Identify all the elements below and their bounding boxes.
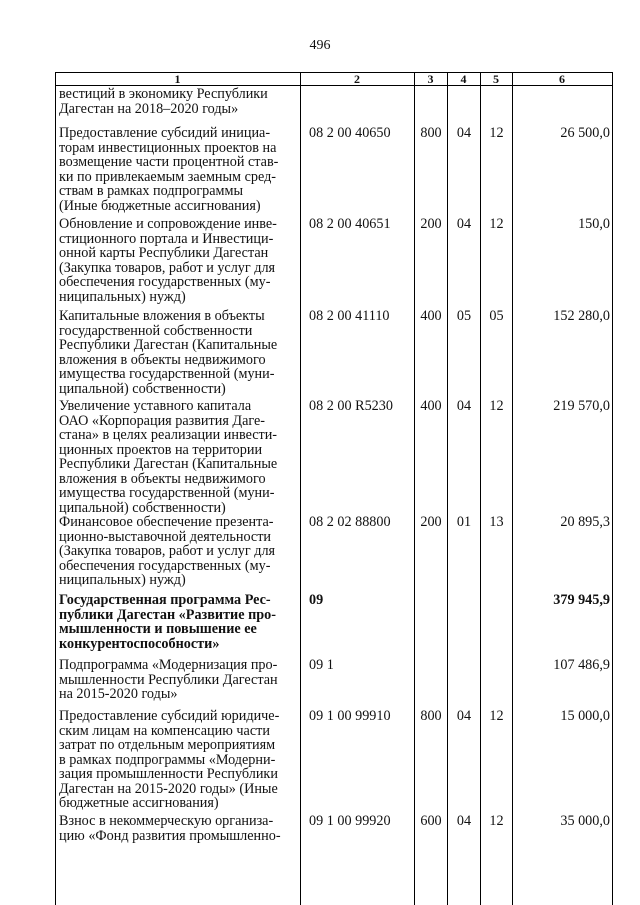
row-expense-type: 200: [420, 514, 442, 530]
description-line: Предоставление субсидий юридиче-: [59, 708, 280, 724]
row-description: [59, 399, 291, 515]
row-code: 09 1: [309, 657, 334, 673]
description-line: ниципальных) нужд): [59, 288, 186, 305]
description-line: ствам в рамках подпрограммы: [59, 183, 244, 199]
row-subsection: 12: [489, 813, 504, 829]
row-section: 01: [456, 514, 472, 530]
row-description: [59, 515, 291, 588]
description-line: Республики Дагестан (Капитальные: [59, 456, 278, 472]
description-line: Государственная программа Рес-: [59, 592, 271, 608]
row-subsection: 05: [489, 308, 504, 324]
row-expense-type: 600: [420, 813, 442, 829]
row-section: 04: [456, 216, 472, 232]
description-line: ОАО «Корпорация развития Даге-: [59, 412, 266, 429]
budget-table: [55, 72, 613, 905]
description-line: стиционного портала и Инвестици-: [59, 230, 274, 247]
row-expense-type: 800: [420, 708, 442, 724]
description-line: Дагестан на 2018–2020 годы»: [59, 100, 239, 117]
row-amount: 152 280,0: [553, 308, 610, 324]
description-line: Республики Дагестан (Капитальные: [59, 337, 278, 353]
row-description: [59, 658, 291, 702]
row-expense-type: 800: [420, 125, 442, 141]
row-code: 09 1 00 99920: [309, 813, 391, 829]
description-line: ниципальных) нужд): [59, 572, 186, 588]
row-code: 08 2 00 R5230: [309, 398, 393, 414]
description-line: ционно-выставочной деятельности: [59, 528, 271, 545]
description-line: ципальной) собственности): [59, 499, 226, 516]
row-expense-type: 400: [420, 308, 442, 324]
row-code: 08 2 02 88800: [309, 514, 391, 530]
row-description: [59, 709, 291, 811]
description-line: обеспечения государственных (му-: [59, 274, 271, 290]
description-line: мышленности и повышение ее: [59, 621, 257, 637]
row-code: 08 2 00 40651: [309, 216, 391, 232]
row-amount: 20 895,3: [560, 514, 610, 530]
description-line: зация промышленности Республики: [59, 766, 278, 782]
column-border-1: [300, 72, 301, 905]
header-cell-2: 2: [354, 72, 360, 86]
row-subsection: 12: [489, 216, 504, 232]
description-line: Увеличение уставного капитала: [59, 398, 252, 414]
row-description: [59, 87, 291, 116]
description-line: ционных проектов на территории: [59, 441, 263, 458]
description-line: Дагестан на 2015-2020 годы» (Иные: [59, 780, 278, 797]
description-line: бюджетные ассигнования): [59, 795, 219, 811]
description-line: стана» в целях реализации инвести-: [59, 427, 278, 443]
row-description: [59, 126, 291, 213]
description-line: ским лицам на компенсацию части: [59, 722, 270, 739]
row-code: 08 2 00 40650: [309, 125, 391, 141]
description-line: Финансовое обеспечение презента-: [59, 514, 274, 530]
description-line: Взнос в некоммерческую организа-: [59, 813, 274, 829]
row-description: [59, 217, 291, 304]
description-line: Предоставление субсидий инициа-: [59, 125, 271, 141]
description-line: ки по привлекаемым заемным сред-: [59, 168, 277, 185]
description-line: вестиций в экономику Республики: [59, 86, 268, 102]
row-subsection: 13: [489, 514, 504, 530]
column-border-3: [447, 72, 448, 905]
row-amount: 107 486,9: [553, 657, 610, 673]
row-subsection: 12: [489, 398, 504, 414]
row-section: 04: [456, 708, 472, 724]
row-code: 09 1 00 99910: [309, 708, 391, 724]
header-cell-5: 5: [493, 72, 499, 86]
row-section: 05: [456, 308, 472, 324]
description-line: обеспечения государственных (му-: [59, 557, 271, 574]
description-line: затрат по отдельным мероприятиям: [59, 737, 276, 753]
description-line: в рамках подпрограммы «Модерни-: [59, 751, 276, 768]
description-line: вложения в объекты недвижимого: [59, 351, 266, 368]
row-subsection: 12: [489, 708, 504, 724]
description-line: вложения в объекты недвижимого: [59, 470, 266, 487]
row-amount: 379 945,9: [553, 592, 610, 608]
row-section: 04: [456, 398, 472, 414]
description-line: Обновление и сопровождение инве-: [59, 216, 277, 232]
description-line: государственной собственности: [59, 322, 253, 339]
row-description: [59, 309, 291, 396]
description-line: цию «Фонд развития промышленно-: [59, 827, 281, 844]
row-amount: 15 000,0: [560, 708, 610, 724]
header-cell-4: 4: [460, 72, 467, 86]
description-line: на 2015-2020 годы»: [59, 686, 178, 702]
description-line: имущества государственной (муни-: [59, 366, 275, 382]
column-border-5: [512, 72, 513, 905]
description-line: возмещение части процентной став-: [59, 154, 279, 170]
description-line: Капитальные вложения в объекты: [59, 308, 265, 324]
page-number: 496: [309, 38, 331, 53]
description-line: мышленности Республики Дагестан: [59, 671, 278, 688]
row-code: 09: [309, 592, 324, 608]
description-line: онной карты Республики Дагестан: [59, 245, 269, 261]
row-amount: 26 500,0: [560, 125, 610, 141]
row-description: [59, 593, 291, 651]
description-line: (Закупка товаров, работ и услуг для: [59, 543, 276, 559]
row-section: 04: [456, 125, 472, 141]
header-cell-3: 3: [427, 72, 434, 86]
column-border-2: [414, 72, 415, 905]
row-description: [59, 814, 291, 843]
header-cell-1: 1: [174, 72, 181, 86]
description-line: ципальной) собственности): [59, 380, 226, 397]
row-expense-type: 400: [420, 398, 442, 414]
column-border-6: [612, 72, 613, 905]
column-border-4: [480, 72, 481, 905]
description-line: (Закупка товаров, работ и услуг для: [59, 259, 276, 276]
row-expense-type: 200: [420, 216, 442, 232]
row-subsection: 12: [489, 125, 504, 141]
row-code: 08 2 00 41110: [309, 308, 390, 324]
row-amount: 219 570,0: [553, 398, 610, 414]
description-line: конкурентоспособности»: [59, 635, 220, 652]
column-border-0: [55, 72, 56, 905]
description-line: (Иные бюджетные ассигнования): [59, 197, 261, 214]
row-amount: 35 000,0: [560, 813, 610, 829]
row-amount: 150,0: [578, 216, 610, 232]
description-line: публики Дагестан «Развитие про-: [59, 606, 276, 623]
description-line: Подпрограмма «Модернизация про-: [59, 657, 278, 673]
row-section: 04: [456, 813, 472, 829]
description-line: торам инвестиционных проектов на: [59, 139, 277, 156]
description-line: имущества государственной (муни-: [59, 485, 275, 501]
header-cell-6: 6: [559, 72, 565, 86]
